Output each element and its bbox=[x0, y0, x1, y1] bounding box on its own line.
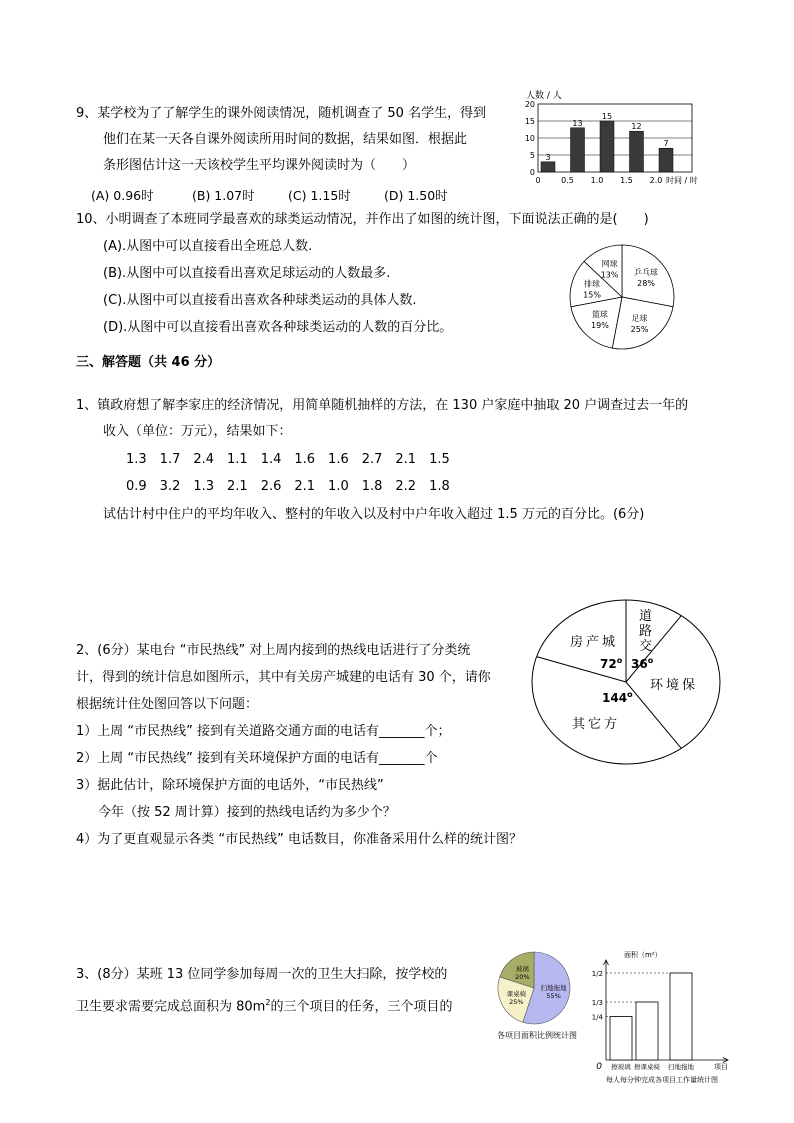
bar-chart-xtick: 2.0 bbox=[649, 176, 663, 185]
p2-sub3a: 3）据此估计，除环境保护方面的电话外，“市民热线” bbox=[76, 778, 384, 793]
p3-line1: 3、(8分）某班 13 位同学参加每周一次的卫生大扫除，按学校的 bbox=[76, 967, 448, 982]
p3-line2-pre: 卫生要求需要完成总面积为 80m bbox=[76, 999, 266, 1015]
bar-chart-value-label: 12 bbox=[631, 122, 642, 132]
p2-line2: 计，得到的统计信息如图所示，其中有关房产城建的电话有 30 个，请你 bbox=[76, 670, 491, 685]
bar-chart-value-label: 13 bbox=[572, 118, 583, 128]
bar-chart-bar bbox=[541, 162, 555, 172]
bar-chart-ytick: 15 bbox=[524, 117, 535, 126]
q10-option-b: (B).从图中可以直接看出喜欢足球运动的人数最多. bbox=[103, 266, 391, 281]
area-pie-label: 玻璃 bbox=[515, 964, 529, 973]
work-chart-bar bbox=[610, 1017, 632, 1061]
bar-chart-xtick: 0 bbox=[535, 176, 541, 185]
hotline-pie-label: 环境保 bbox=[650, 678, 699, 693]
hotline-pie-label-char: 交 bbox=[639, 639, 653, 654]
q9-option-a: (A) 0.96时 bbox=[91, 188, 154, 203]
sports-pie-label: 足球 bbox=[631, 313, 648, 323]
p2-sub4: 4）为了更直观显示各类 “市民热线” 电话数目，你准备采用什么样的统计图？ bbox=[76, 832, 523, 847]
bar-chart-bar bbox=[659, 148, 673, 172]
p2-sub3b: 今年（按 52 周计算）接到的热线电话约为多少个？ bbox=[98, 805, 396, 820]
hotline-pie-chart bbox=[528, 596, 728, 768]
q9-line2: 他们在某一天各自课外阅读所用时间的数据，结果如图．根据此 bbox=[103, 132, 468, 147]
area-pie-label: 课桌椅 bbox=[506, 989, 527, 998]
work-chart-xlabel: 项目 bbox=[714, 1063, 728, 1071]
degree-sign: o bbox=[616, 656, 623, 665]
q10-option-c: (C).从图中可以直接看出喜欢各种球类运动的具体人数. bbox=[103, 293, 417, 308]
reading-time-bar-chart bbox=[518, 86, 718, 190]
work-rate-bar-chart bbox=[586, 948, 738, 1088]
bar-chart-xtick: 1.0 bbox=[590, 176, 604, 185]
section-title: 三、解答题（共 46 分） bbox=[76, 355, 221, 370]
degree-sign: o bbox=[627, 690, 633, 699]
bar-chart-xlabel: 时间 / 时 bbox=[666, 176, 698, 185]
hotline-pie-label: 房产城 bbox=[570, 635, 619, 650]
work-chart-ylabel: 面积（m²） bbox=[624, 951, 662, 959]
sports-pie-label: 篮球 bbox=[591, 310, 608, 320]
q10-option-d: (D).从图中可以直接看出喜欢各种球类运动的人数的百分比。 bbox=[103, 320, 453, 335]
sports-pie-percent: 19% bbox=[591, 321, 609, 331]
bar-chart-value-label: 7 bbox=[663, 139, 669, 149]
bar-chart-ytick: 20 bbox=[524, 100, 535, 109]
work-chart-title: 每人每分钟完成各项目工作量统计图 bbox=[606, 1076, 718, 1084]
sports-pie-label: 网球 bbox=[601, 259, 618, 269]
bar-chart-value-label: 3 bbox=[545, 152, 551, 162]
work-chart-ytick: 1/4 bbox=[591, 1013, 603, 1022]
p3-line2 bbox=[76, 990, 452, 1020]
hotline-pie-label: 其它方 bbox=[572, 717, 621, 732]
hotline-pie-label-char: 路 bbox=[639, 624, 653, 639]
p2-sub2: 2）上周 “市民热线” 接到有关环境保护方面的电话有_______个 bbox=[76, 751, 438, 766]
q9-line1: 9、某学校为了了解学生的课外阅读情况，随机调查了 50 名学生，得到 bbox=[76, 106, 487, 121]
bar-chart-ytick: 5 bbox=[529, 151, 535, 160]
sports-pie-percent: 25% bbox=[630, 324, 649, 334]
work-chart-origin: 0 bbox=[596, 1062, 602, 1072]
hotline-pie-angle-label: 72$^o$ bbox=[600, 656, 623, 671]
bar-chart-ytick: 0 bbox=[529, 168, 535, 177]
p1-data-row2: 0.9 3.2 1.3 2.1 2.6 2.1 1.0 1.8 2.2 1.8 bbox=[126, 479, 450, 494]
area-ratio-pie-chart bbox=[482, 946, 592, 1042]
area-pie-percent: 25% bbox=[509, 997, 524, 1006]
bar-chart-ylabel: 人数 / 人 bbox=[526, 91, 562, 101]
q9-option-c: (C) 1.15时 bbox=[288, 188, 351, 203]
area-pie-percent: 20% bbox=[515, 972, 530, 981]
sports-pie-slice bbox=[612, 297, 673, 349]
bar-chart-value-label: 15 bbox=[601, 112, 613, 121]
sports-pie-percent: 15% bbox=[583, 290, 601, 300]
p1-line3: 试估计村中住户的平均年收入、整村的年收入以及村中户年收入超过 1.5 万元的百分比。(6分) bbox=[103, 507, 645, 522]
bar-chart-bar bbox=[600, 121, 614, 172]
q9-option-d: (D) 1.50时 bbox=[384, 188, 448, 203]
area-pie-percent: 55% bbox=[546, 992, 561, 1001]
hotline-pie-angle-label: 144$^o$ bbox=[602, 690, 633, 705]
bar-chart-xtick: 0.5 bbox=[561, 176, 574, 185]
degree-sign: o bbox=[647, 656, 654, 665]
hotline-pie-label-char: 道 bbox=[639, 609, 653, 624]
bar-chart-ytick: 10 bbox=[524, 134, 535, 143]
area-pie-label: 扫地拖地 bbox=[540, 984, 567, 993]
sports-pie-percent: 13% bbox=[600, 270, 619, 280]
bar-chart-xtick: 1.5 bbox=[620, 176, 633, 185]
q9-option-b: (B) 1.07时 bbox=[192, 188, 255, 203]
work-chart-bar bbox=[670, 973, 692, 1060]
work-chart-xtick: 擦玻璃 bbox=[611, 1063, 631, 1071]
area-pie-title: 各项目面积比例统计图 bbox=[497, 1031, 577, 1040]
hotline-pie-angle-label: 36$^o$ bbox=[631, 656, 654, 671]
work-chart-bar bbox=[636, 1002, 658, 1060]
ball-sports-pie-chart bbox=[560, 240, 684, 354]
work-chart-xtick: 扫地拖地 bbox=[668, 1063, 694, 1071]
p1-line1: 1、镇政府想了解李家庄的经济情况，用简单随机抽样的方法，在 130 户家庭中抽取 20 户调查过去一年的 bbox=[76, 398, 689, 413]
q9-line3: 条形图估计这一天该校学生平均课外阅读时为（ ） bbox=[103, 158, 416, 173]
work-chart-ytick: 1/2 bbox=[591, 970, 603, 978]
work-chart-xtick: 擦课桌椅 bbox=[634, 1063, 660, 1071]
p2-sub1: 1）上周 “市民热线” 接到有关道路交通方面的电话有_______个； bbox=[76, 724, 451, 739]
sports-pie-label: 乒乓球 bbox=[634, 268, 659, 278]
q10-option-a: (A).从图中可以直接看出全班总人数. bbox=[103, 239, 313, 254]
p2-line3: 根据统计住处图回答以下问题： bbox=[76, 697, 259, 712]
p1-line2: 收入（单位：万元），结果如下： bbox=[103, 424, 292, 439]
q10-line1: 10、小明调查了本班同学最喜欢的球类运动情况，并作出了如图的统计图，下面说法正确的是( ) bbox=[76, 212, 649, 227]
bar-chart-bar bbox=[571, 128, 585, 172]
sports-pie-label: 排球 bbox=[584, 279, 601, 289]
p3-line2-sup: 2 bbox=[265, 998, 271, 1007]
p3-line2-post: 的三个项目的任务，三个项目的 bbox=[270, 999, 453, 1015]
p2-line1: 2、(6分）某电台 “市民热线” 对上周内接到的热线电话进行了分类统 bbox=[76, 643, 471, 658]
sports-pie-percent: 28% bbox=[637, 279, 655, 289]
bar-chart-bar bbox=[630, 131, 644, 172]
work-chart-ytick: 1/3 bbox=[591, 999, 603, 1008]
p1-data-row1: 1.3 1.7 2.4 1.1 1.4 1.6 1.6 2.7 2.1 1.5 bbox=[126, 452, 450, 467]
